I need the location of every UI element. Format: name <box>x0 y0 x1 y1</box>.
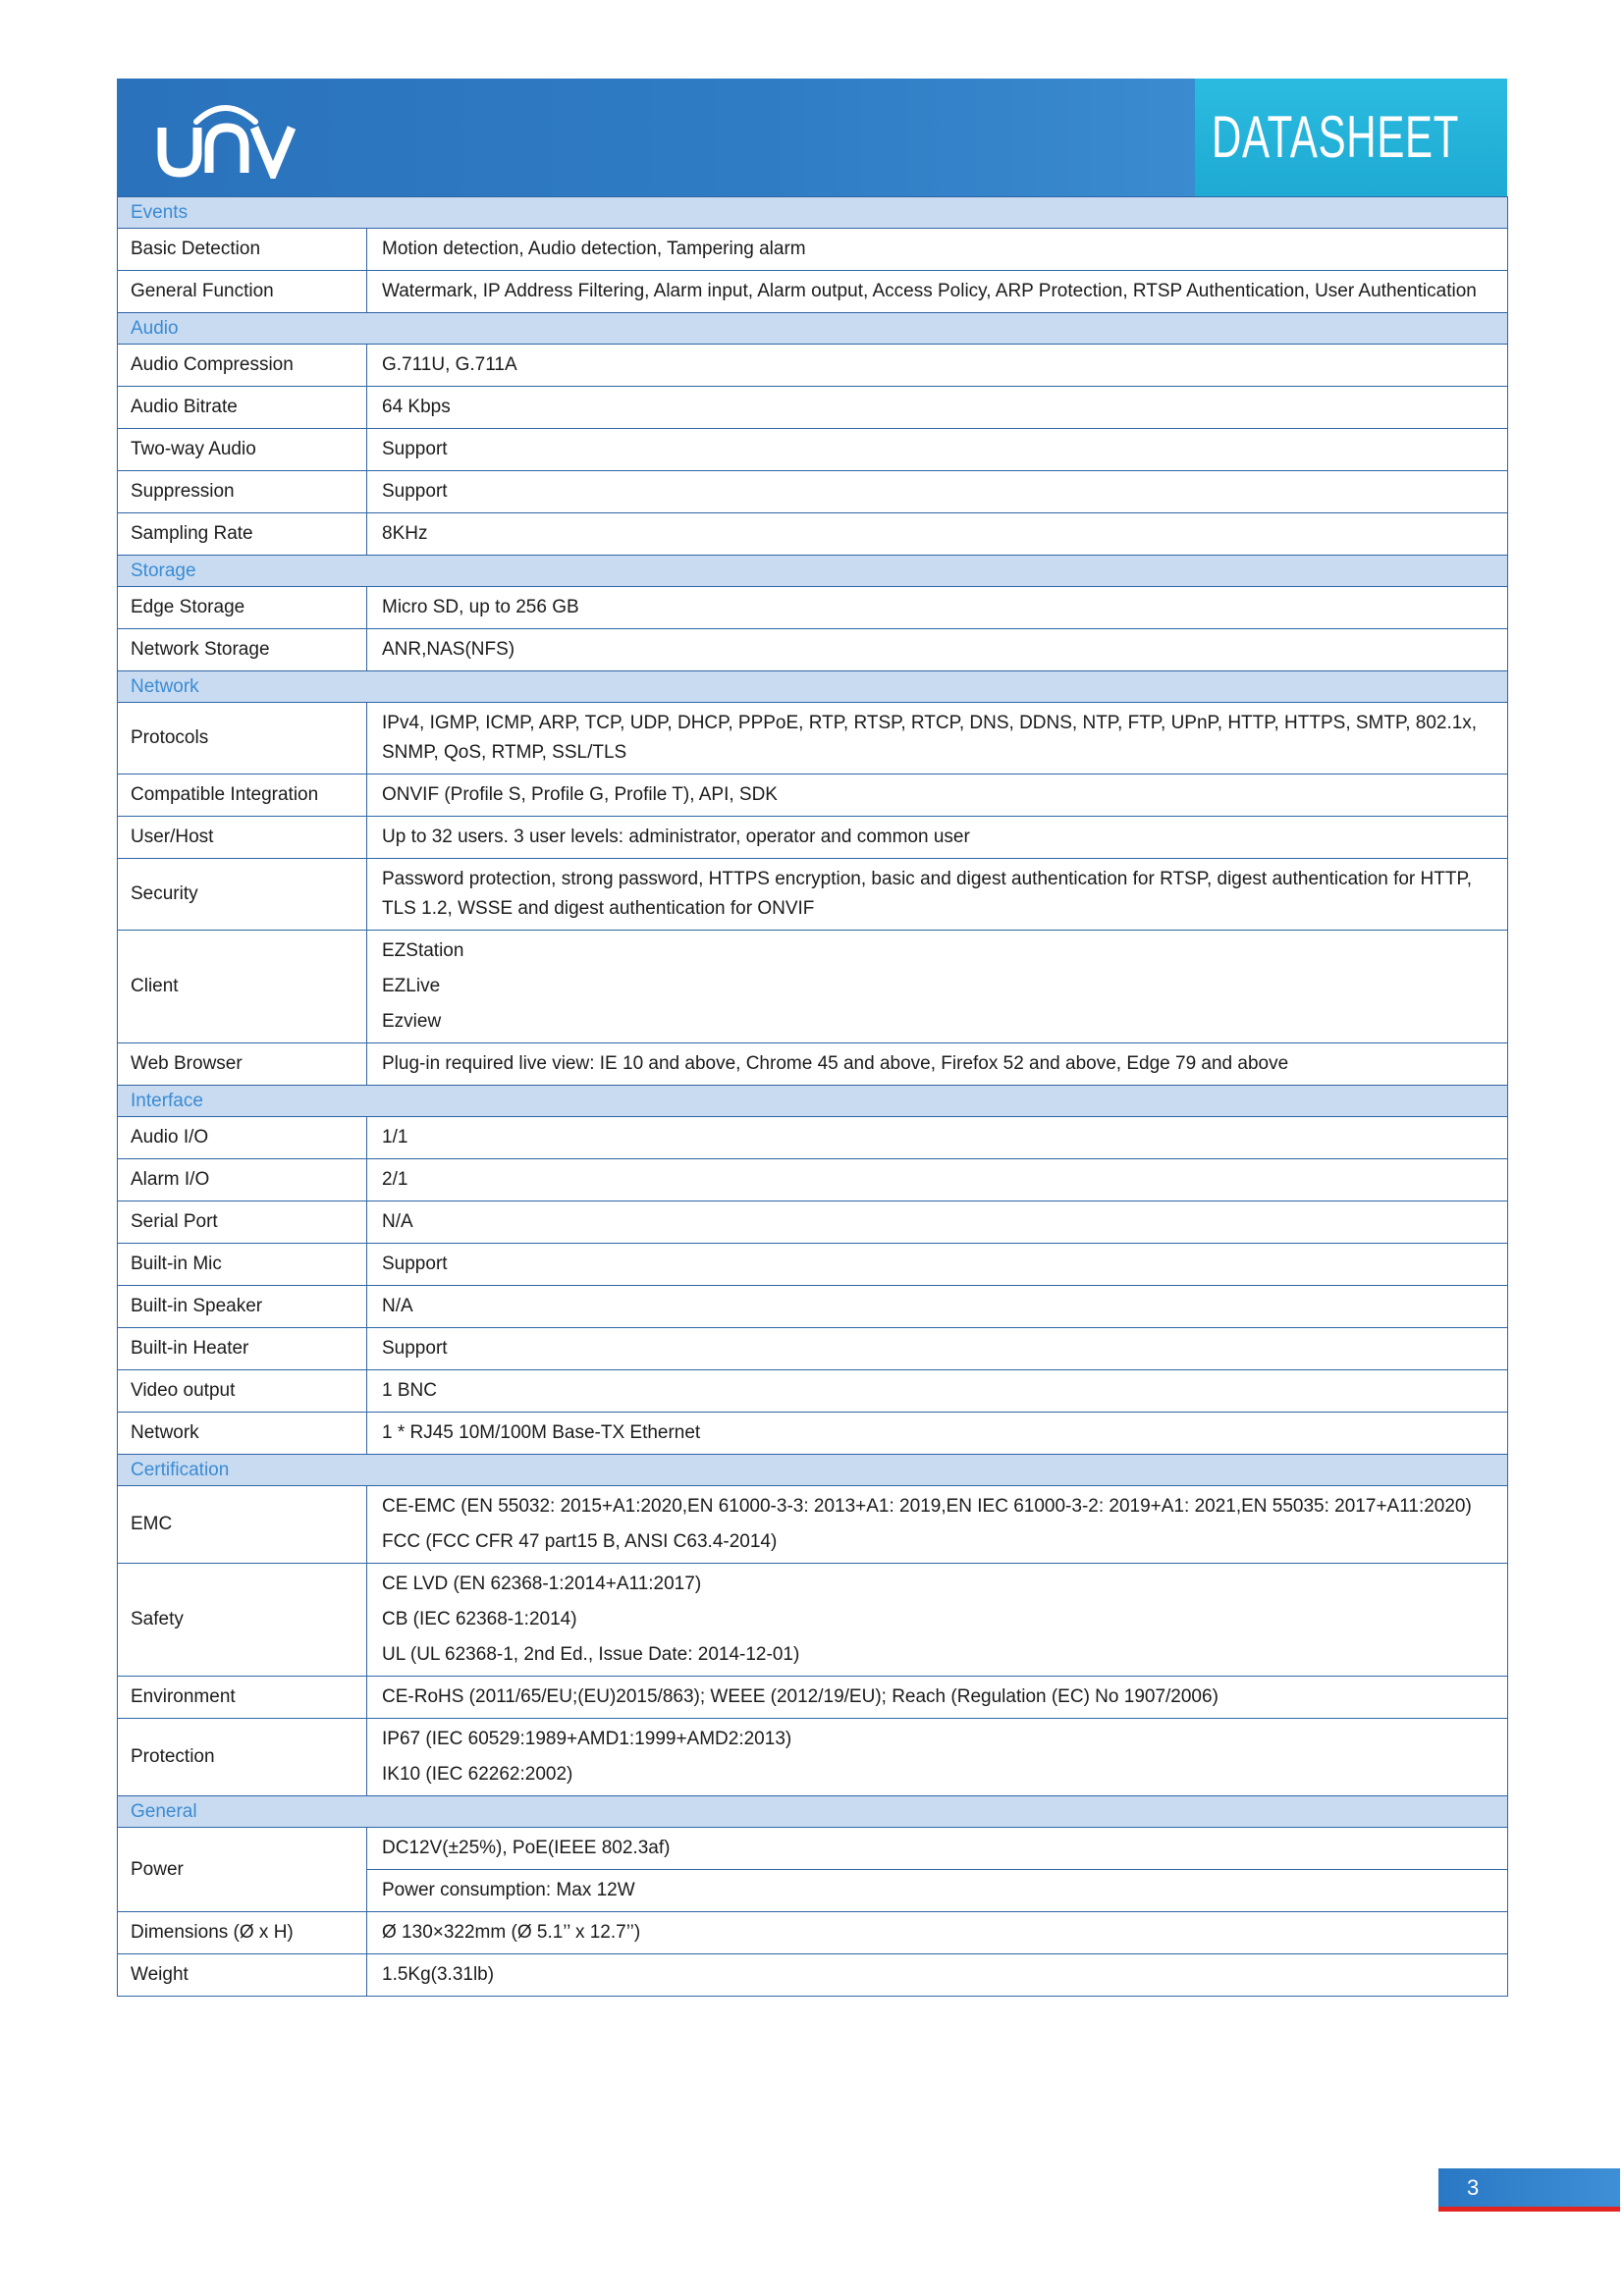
spec-row <box>118 629 1508 671</box>
spec-label: Two-way Audio <box>118 429 367 471</box>
header-bar <box>117 79 1507 196</box>
section-title: Audio <box>118 313 1508 345</box>
section-title: Certification <box>118 1455 1508 1486</box>
section-header-storage <box>118 556 1508 587</box>
spec-label: Suppression <box>118 471 367 513</box>
spec-value <box>367 931 1508 1043</box>
spec-row <box>118 513 1508 556</box>
spec-value: Ø 130×322mm (Ø 5.1’’ x 12.7’’) <box>367 1912 1508 1954</box>
spec-row <box>118 1486 1508 1564</box>
spec-value: 1/1 <box>367 1117 1508 1159</box>
spec-value: Micro SD, up to 256 GB <box>367 587 1508 629</box>
spec-value: Power consumption: Max 12W <box>367 1870 1508 1912</box>
spec-row <box>118 1159 1508 1201</box>
spec-value: G.711U, G.711A <box>367 345 1508 387</box>
spec-value-line: IP67 (IEC 60529:1989+AMD1:1999+AMD2:2013) <box>382 1729 792 1749</box>
spec-value: Plug-in required live view: IE 10 and above, Chrome 45 and above, Firefox 52 and above, Edge 79 and above <box>367 1043 1508 1086</box>
spec-row <box>118 1117 1508 1159</box>
spec-row <box>118 1677 1508 1719</box>
spec-row <box>118 1244 1508 1286</box>
page-number: 3 <box>1467 2175 1480 2200</box>
spec-label: Web Browser <box>118 1043 367 1086</box>
section-header-interface <box>118 1086 1508 1117</box>
spec-label: Compatible Integration <box>118 774 367 817</box>
spec-value <box>367 1719 1508 1796</box>
spec-value: 64 Kbps <box>367 387 1508 429</box>
spec-value: Motion detection, Audio detection, Tampering alarm <box>367 229 1508 271</box>
spec-row <box>118 1828 1508 1870</box>
spec-value: ANR,NAS(NFS) <box>367 629 1508 671</box>
unv-logo <box>153 100 300 179</box>
spec-value-line: CB (IEC 62368-1:2014) <box>382 1609 577 1629</box>
spec-value-line: CE LVD (EN 62368-1:2014+A11:2017) <box>382 1574 702 1594</box>
spec-value: ONVIF (Profile S, Profile G, Profile T), API, SDK <box>367 774 1508 817</box>
spec-row <box>118 774 1508 817</box>
spec-row <box>118 387 1508 429</box>
spec-value-line: FCC (FCC CFR 47 part15 B, ANSI C63.4-2014) <box>382 1531 778 1552</box>
page-number-badge <box>1438 2168 1620 2207</box>
brand-bar <box>117 79 1195 196</box>
spec-label: Basic Detection <box>118 229 367 271</box>
spec-value: DC12V(±25%), PoE(IEEE 802.3af) <box>367 1828 1508 1870</box>
spec-value: IPv4, IGMP, ICMP, ARP, TCP, UDP, DHCP, PPPoE, RTP, RTSP, RTCP, DNS, DDNS, NTP, FTP, UPnP, HTTP, HTTPS, SMTP, 802.1x, SNMP, QoS, RTMP, SSL/TLS <box>367 703 1508 774</box>
spec-row <box>118 817 1508 859</box>
spec-row <box>118 429 1508 471</box>
spec-label: Environment <box>118 1677 367 1719</box>
spec-label: Serial Port <box>118 1201 367 1244</box>
spec-row <box>118 345 1508 387</box>
spec-row <box>118 1912 1508 1954</box>
spec-value: 2/1 <box>367 1159 1508 1201</box>
spec-label: Protection <box>118 1719 367 1796</box>
spec-label: EMC <box>118 1486 367 1564</box>
spec-row <box>118 931 1508 1043</box>
section-header-network <box>118 671 1508 703</box>
spec-row <box>118 229 1508 271</box>
spec-value <box>367 1486 1508 1564</box>
spec-value: 8KHz <box>367 513 1508 556</box>
section-title: Storage <box>118 556 1508 587</box>
section-title: Network <box>118 671 1508 703</box>
spec-value-line: EZLive <box>382 976 441 996</box>
spec-value: Password protection, strong password, HTTPS encryption, basic and digest authentication for RTSP, digest authentication for HTTP, TLS 1.2, WSSE and digest authentication for ONVIF <box>367 859 1508 931</box>
spec-value-line: Ezview <box>382 1011 442 1032</box>
section-header-certification <box>118 1455 1508 1486</box>
spec-label: Audio Bitrate <box>118 387 367 429</box>
spec-value-line: CE-EMC (EN 55032: 2015+A1:2020,EN 61000-3-3: 2013+A1: 2019,EN IEC 61000-3-2: 2019+A1: 2021,EN 55035: 2017+A11:2020) <box>382 1496 1472 1517</box>
spec-label: Sampling Rate <box>118 513 367 556</box>
spec-label: Audio I/O <box>118 1117 367 1159</box>
spec-value: CE-RoHS (2011/65/EU;(EU)2015/863); WEEE (2012/19/EU); Reach (Regulation (EC) No 1907/2006) <box>367 1677 1508 1719</box>
spec-label: Built-in Mic <box>118 1244 367 1286</box>
spec-row <box>118 1043 1508 1086</box>
section-title: Interface <box>118 1086 1508 1117</box>
spec-value: Support <box>367 429 1508 471</box>
spec-value-line: UL (UL 62368-1, 2nd Ed., Issue Date: 2014-12-01) <box>382 1644 800 1665</box>
spec-value-line: EZStation <box>382 940 464 961</box>
spec-row <box>118 1286 1508 1328</box>
spec-table <box>117 196 1508 1997</box>
spec-label: Protocols <box>118 703 367 774</box>
section-header-audio <box>118 313 1508 345</box>
spec-label: General Function <box>118 271 367 313</box>
spec-label: Built-in Heater <box>118 1328 367 1370</box>
spec-label: Video output <box>118 1370 367 1413</box>
spec-row <box>118 1328 1508 1370</box>
spec-label: Security <box>118 859 367 931</box>
spec-row <box>118 1719 1508 1796</box>
spec-label: Edge Storage <box>118 587 367 629</box>
spec-label: Client <box>118 931 367 1043</box>
spec-label: Network Storage <box>118 629 367 671</box>
footer-red-rule <box>1438 2207 1620 2212</box>
section-title: Events <box>118 197 1508 229</box>
section-header-general <box>118 1796 1508 1828</box>
spec-value: 1 BNC <box>367 1370 1508 1413</box>
spec-value: Watermark, IP Address Filtering, Alarm input, Alarm output, Access Policy, ARP Protection, RTSP Authentication, User Authentication <box>367 271 1508 313</box>
spec-row <box>118 1954 1508 1997</box>
spec-value: 1 * RJ45 10M/100M Base-TX Ethernet <box>367 1413 1508 1455</box>
spec-value <box>367 1564 1508 1677</box>
section-header-events <box>118 197 1508 229</box>
spec-value: N/A <box>367 1286 1508 1328</box>
section-title: General <box>118 1796 1508 1828</box>
spec-value: Support <box>367 1244 1508 1286</box>
spec-label: Built-in Speaker <box>118 1286 367 1328</box>
spec-value: Support <box>367 471 1508 513</box>
spec-row <box>118 587 1508 629</box>
spec-label: Alarm I/O <box>118 1159 367 1201</box>
spec-label: Power <box>118 1828 367 1912</box>
spec-value-line: IK10 (IEC 62262:2002) <box>382 1764 573 1785</box>
datasheet-badge <box>1195 79 1507 196</box>
spec-row <box>118 271 1508 313</box>
datasheet-title: DATASHEET <box>1212 104 1460 170</box>
spec-value: 1.5Kg(3.31lb) <box>367 1954 1508 1997</box>
spec-value: N/A <box>367 1201 1508 1244</box>
spec-row <box>118 1370 1508 1413</box>
spec-row <box>118 1201 1508 1244</box>
spec-label: Weight <box>118 1954 367 1997</box>
spec-label: Safety <box>118 1564 367 1677</box>
spec-row <box>118 703 1508 774</box>
spec-row <box>118 1413 1508 1455</box>
spec-label: User/Host <box>118 817 367 859</box>
spec-value: Up to 32 users. 3 user levels: administrator, operator and common user <box>367 817 1508 859</box>
spec-label: Dimensions (Ø x H) <box>118 1912 367 1954</box>
spec-row <box>118 1564 1508 1677</box>
spec-label: Network <box>118 1413 367 1455</box>
spec-row <box>118 859 1508 931</box>
spec-label: Audio Compression <box>118 345 367 387</box>
spec-value: Support <box>367 1328 1508 1370</box>
spec-row <box>118 471 1508 513</box>
